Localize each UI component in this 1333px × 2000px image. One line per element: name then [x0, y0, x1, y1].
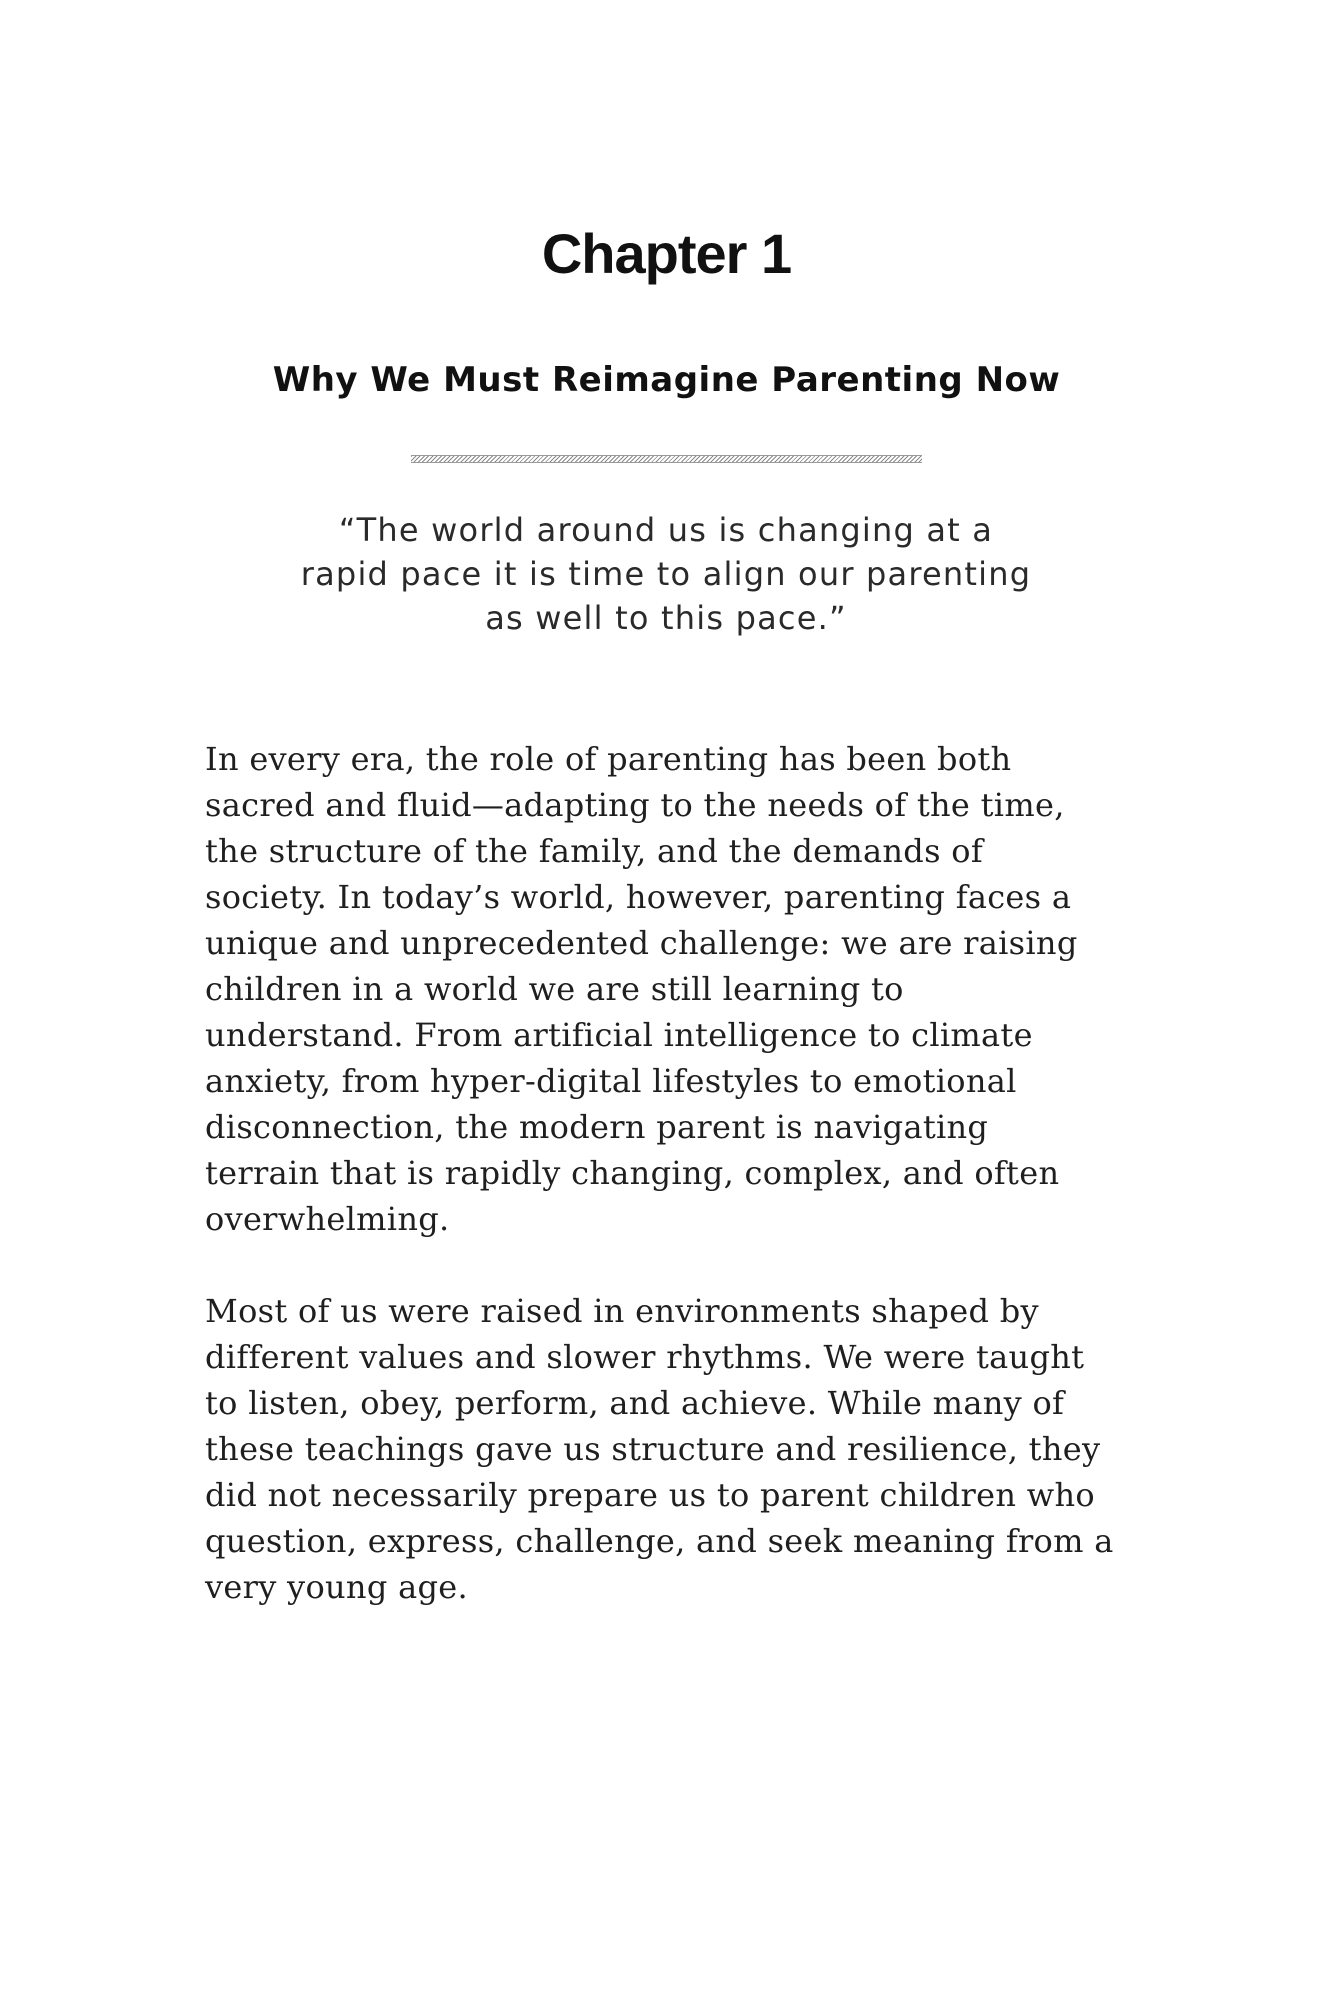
paragraph-line: anxiety, from hyper-digital lifestyles to emotional — [205, 1062, 1017, 1100]
paragraph-line: sacred and fluid—adapting to the needs of the time, — [205, 786, 1065, 824]
paragraph-line: unique and unprecedented challenge: we are raising — [205, 924, 1078, 962]
paragraph-line: question, express, challenge, and seek meaning from a — [205, 1522, 1114, 1560]
paragraph-line: these teachings gave us structure and resilience, they — [205, 1430, 1101, 1468]
paragraph-line: children in a world we are still learning to — [205, 970, 904, 1008]
paragraph-line: very young age. — [205, 1568, 468, 1606]
paragraph-line: did not necessarily prepare us to parent children who — [205, 1476, 1095, 1514]
paragraph-line: disconnection, the modern parent is navigating — [205, 1108, 989, 1146]
ornamental-divider — [411, 455, 922, 463]
body-paragraph — [205, 736, 1145, 1242]
paragraph-line: the structure of the family, and the demands of — [205, 832, 983, 870]
paragraph-line: to listen, obey, perform, and achieve. While many of — [205, 1384, 1065, 1422]
paragraph-line: Most of us were raised in environments shaped by — [205, 1292, 1039, 1330]
body-paragraph — [205, 1288, 1145, 1610]
paragraph-line: In every era, the role of parenting has been both — [205, 740, 1012, 778]
paragraph-line: different values and slower rhythms. We were taught — [205, 1338, 1085, 1376]
paragraph-line: understand. From artificial intelligence to climate — [205, 1016, 1033, 1054]
paragraph-line: terrain that is rapidly changing, complex, and often — [205, 1154, 1060, 1192]
chapter-title: Chapter 1 — [541, 222, 792, 285]
paragraph-line: society. In today’s world, however, parenting faces a — [205, 878, 1072, 916]
epigraph-line: rapid pace it is time to align our parenting — [300, 555, 1032, 593]
paragraph-line: overwhelming. — [205, 1200, 450, 1238]
epigraph-line: “The world around us is changing at a — [338, 511, 994, 549]
epigraph-line: as well to this pace.” — [485, 599, 847, 637]
epigraph-quote — [266, 508, 1066, 640]
chapter-subtitle: Why We Must Reimagine Parenting Now — [272, 360, 1061, 400]
